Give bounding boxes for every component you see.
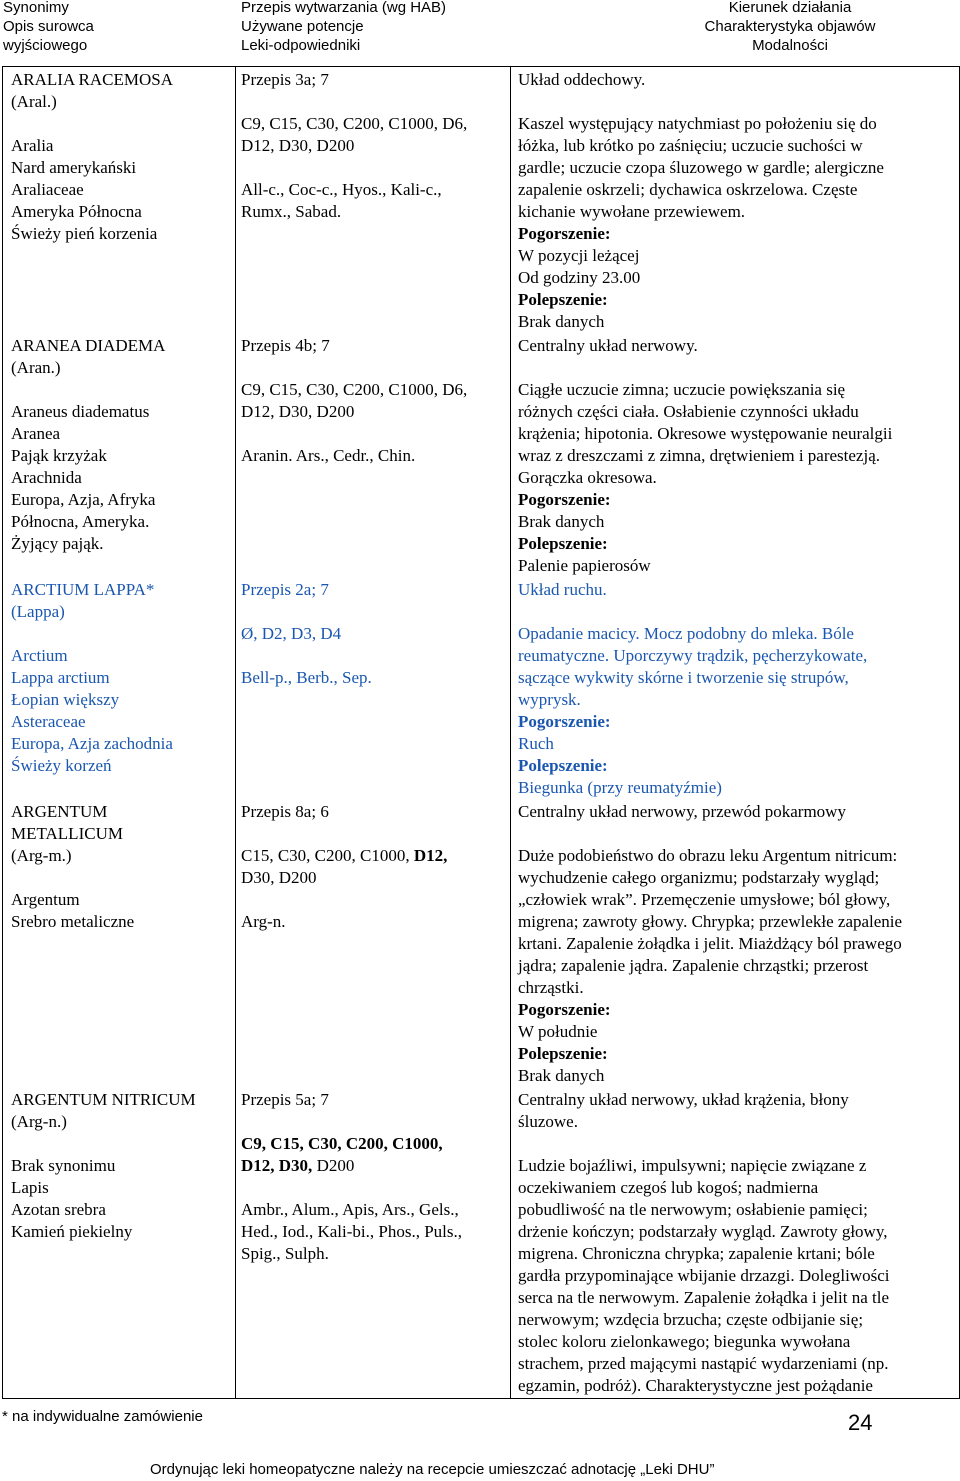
symptoms: oczekiwaniem czegoś lub kogoś; nadmierna [518,1178,819,1197]
synonym: Lapis [11,1178,49,1197]
symptoms: migrena; zawroty głowy. Chrypka; przewlekłe zapalenie [518,912,903,931]
remedy-5-synonyms [11,1089,196,1243]
remedy-1-recipe [241,69,467,223]
symptoms: Opadanie macicy. Mocz podobny do mleka. Bóle [518,624,854,643]
header-potencies: Używane potencje [241,18,364,35]
raw-material: Świeży korzeń [11,756,112,775]
header-col-recipe [241,0,446,55]
header-recipe: Przepis wytwarzania (wg HAB) [241,0,447,16]
symptoms: migrena. Chroniczna chrypka; zapalenie krtani; bóle [518,1244,875,1263]
header-modalities: Modalności [752,37,828,54]
related-remedies: Rumx., Sabad. [241,202,342,221]
better-label: Polepszenie: [518,290,608,309]
symptoms: Gorączka okresowa. [518,468,657,487]
synonyms-column [3,67,236,1399]
direction: Układ oddechowy. [518,70,646,89]
header-raw-material-cont: wyjściowego [3,37,88,54]
footnote: * na indywidualne zamówienie [2,1408,203,1425]
related-remedies: Hed., Iod., Kali-bi., Phos., Puls., [241,1222,462,1241]
worse-label: Pogorszenie: [518,712,611,731]
remedy-abbrev: (Lappa) [11,602,65,621]
remedy-name: ARGENTUM [11,802,108,821]
remedy-3-synonyms [11,579,173,777]
symptoms: zapalenie oskrzeli; dychawica oskrzelowa. Częste [518,180,858,199]
page-number: 24 [848,1410,873,1435]
header-direction: Kierunek działania [728,0,852,16]
synonym: Arctium [11,646,68,665]
recipe: Przepis 2a; 7 [241,580,329,599]
synonym: Lappa arctium [11,668,110,687]
recipe: Przepis 3a; 7 [241,70,329,89]
header-col-action [690,0,890,55]
remedy-name-cont: METALLICUM [11,824,123,843]
worse-value: Brak danych [518,512,605,531]
related-remedies: All-c., Coc-c., Hyos., Kali-c., [241,180,442,199]
remedy-2-recipe [241,335,467,467]
potencies: D12, D30, D200 [241,402,355,421]
page-footer: Ordynując leki homeopatyczne należy na recepcie umieszczać adnotację „Leki DHU” [150,1461,715,1478]
related-remedies: Bell-p., Berb., Sep. [241,668,372,687]
remedy-4-recipe [241,801,447,933]
direction: śluzowe. [518,1112,578,1131]
worse-value: W pozycji leżącej [518,246,640,265]
symptoms: kichanie wywołane przewiewem. [518,202,746,221]
symptoms: nerwowym; wzdęcia brzucha; częste odbijanie się; [518,1310,864,1329]
symptoms: reumatyczne. Uporczywy trądzik, pęcherzykowate, [518,646,868,665]
symptoms: wyprysk. [518,690,581,709]
worse-label: Pogorszenie: [518,490,611,509]
better-label: Polepszenie: [518,1044,608,1063]
symptoms: Duże podobieństwo do obrazu leku Argentum nitricum: [518,846,898,865]
symptoms: krtani. Zapalenie żołądka i jelit. Miażdżący ból prawego [518,934,902,953]
recipe: Przepis 8a; 6 [241,802,329,821]
remedy-4-action [518,801,902,1087]
symptoms: egzamin, podróż). Charakterystyczne jest pożądanie [518,1376,873,1395]
action-column [511,67,960,1399]
raw-material: Żyjący pająk. [11,534,104,553]
potencies: D30, D200 [241,868,317,887]
symptoms: wraz z dreszczami z zimna, drętwieniem i parestezją. [518,446,880,465]
synonym: Argentum [11,890,80,909]
origin: Ameryka Północna [11,202,142,221]
better-value: Brak danych [518,1066,605,1085]
symptoms: serca na tle nerwowym. Zapalenie żołądka i jelit na tle [518,1288,890,1307]
better-label: Polepszenie: [518,534,608,553]
remedy-name: ARCTIUM LAPPA* [11,580,155,599]
symptoms: Ludzie bojaźliwi, impulsywni; napięcie związane z [518,1156,867,1175]
better-label: Polepszenie: [518,756,608,775]
family: Asteraceae [11,712,86,731]
symptoms: gardle; uczucie czopa śluzowego w gardle; alergiczne [518,158,884,177]
symptoms: „człowiek wrak”. Przemęczenie umysłowe; ból głowy, [518,890,891,909]
remedy-1-synonyms [11,69,173,245]
direction: Centralny układ nerwowy, przewód pokarmowy [518,802,846,821]
symptoms: Ciągłe uczucie zimna; uczucie powiększania się [518,380,846,399]
related-remedies: Arg-n. [241,912,286,931]
better-value: Palenie papierosów [518,556,651,575]
synonym: Aranea [11,424,61,443]
symptoms: chrząstki. [518,978,584,997]
remedy-4-synonyms [11,801,134,933]
family: Araliaceae [11,180,84,199]
potencies: C9, C15, C30, C200, C1000, D6, [241,380,468,399]
synonym: Kamień piekielny [11,1222,133,1241]
worse-value: W południe [518,1022,598,1041]
better-value: Brak danych [518,312,605,331]
direction: Centralny układ nerwowy, układ krążenia, błony [518,1090,849,1109]
remedy-abbrev: (Aran.) [11,358,61,377]
header-symptoms: Charakterystyka objawów [704,18,876,35]
potencies: C15, C30, C200, C1000, D12, [241,846,448,865]
remedy-3-action [518,579,867,799]
symptoms: różnych części ciała. Osłabienie czynności układu [518,402,859,421]
remedy-abbrev: (Aral.) [11,92,57,111]
worse-label: Pogorszenie: [518,224,611,243]
related-remedies: Aranin. Ars., Cedr., Chin. [241,446,416,465]
synonym: Pająk krzyżak [11,446,107,465]
worse-label: Pogorszenie: [518,1000,611,1019]
symptoms: wychudzenie całego organizmu; podstarzały wygląd; [518,868,880,887]
header-synonyms: Synonimy [3,0,69,16]
potencies: C9, C15, C30, C200, C1000, D6, [241,114,468,133]
family: Arachnida [11,468,82,487]
origin: Europa, Azja, Afryka [11,490,156,509]
related-remedies: Ambr., Alum., Apis, Ars., Gels., [241,1200,459,1219]
potencies: Ø, D2, D3, D4 [241,624,342,643]
related-remedies: Spig., Sulph. [241,1244,329,1263]
remedy-table [2,66,960,1399]
symptoms: stolec koloru zielonkawego; biegunka wywołana [518,1332,851,1351]
remedy-1-action [518,69,884,333]
remedy-abbrev: (Arg-n.) [11,1112,67,1131]
potencies: D12, D30, D200 [241,136,355,155]
recipe: Przepis 4b; 7 [241,336,330,355]
raw-material: Świeży pień korzenia [11,224,158,243]
worse-value: Ruch [518,734,554,753]
origin: Północna, Ameryka. [11,512,150,531]
direction: Centralny układ nerwowy. [518,336,698,355]
symptoms: pobudliwość na tle nerwowym; osłabienie pamięci; [518,1200,868,1219]
recipe-column [236,67,511,1399]
synonym: Brak synonimu [11,1156,116,1175]
worse-value: Od godziny 23.00 [518,268,641,287]
synonym: Łopian większy [11,690,120,709]
remedy-name: ARGENTUM NITRICUM [11,1090,196,1109]
page-header [0,0,960,66]
recipe: Przepis 5a; 7 [241,1090,329,1109]
synonym: Nard amerykański [11,158,137,177]
remedy-name: ARALIA RACEMOSA [11,70,173,89]
symptoms: łóżka, lub krótko po zaśnięciu; uczucie suchości w [518,136,863,155]
symptoms: drżenie kończyn; podstarzały wygląd. Zawroty głowy, [518,1222,888,1241]
remedy-5-action [518,1089,890,1397]
potencies: C9, C15, C30, C200, C1000, [241,1134,443,1153]
symptoms: Kaszel występujący natychmiast po położeniu się do [518,114,877,133]
remedy-3-recipe [241,579,372,689]
remedy-2-synonyms [11,335,165,555]
symptoms: krążenia; hipotonia. Okresowe występowanie neuralgii [518,424,893,443]
potencies: D12, D30, D200 [241,1156,355,1175]
remedy-5-recipe [241,1089,462,1265]
header-col-synonyms [3,0,94,55]
remedy-abbrev: (Arg-m.) [11,846,72,865]
symptoms: strachem, przed mającymi nastąpić wydarzeniami (np. [518,1354,889,1373]
direction: Układ ruchu. [518,580,607,599]
header-raw-material: Opis surowca [3,18,94,35]
synonym: Araneus diadematus [11,402,150,421]
symptoms: gardła przypominające wbijanie drzazgi. Dolegliwości [518,1266,890,1285]
synonym: Srebro metaliczne [11,912,135,931]
header-related: Leki-odpowiedniki [241,37,361,54]
remedy-2-action [518,335,892,577]
better-value: Biegunka (przy reumatyźmie) [518,778,722,797]
synonym: Aralia [11,136,54,155]
symptoms: sączące wykwity skórne i tworzenie się strupów, [518,668,849,687]
remedy-name: ARANEA DIADEMA [11,336,166,355]
origin: Europa, Azja zachodnia [11,734,173,753]
synonym: Azotan srebra [11,1200,106,1219]
symptoms: jądra; zapalenie jądra. Zapalenie chrząstki; przerost [518,956,869,975]
